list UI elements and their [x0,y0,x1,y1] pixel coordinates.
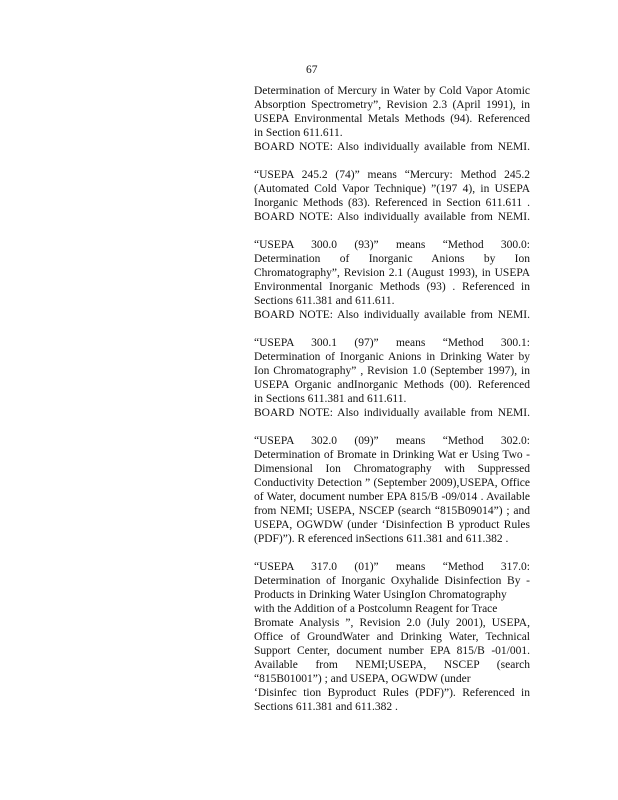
text-line: Inorganic Methods (83). Referenced in Section 611.611 . [254,197,530,209]
text-line: Office of GroundWater and Drinking Water, Technical [254,631,530,643]
document-body [254,84,530,728]
text-line: “815B01001”) ; and USEPA, OGWDW (under [254,673,471,685]
text-line: in Sections 611.381 and 611.611. [254,393,407,405]
text-line: USEPA Organic andInorganic Methods (00). Referenced [254,379,530,391]
text-line: “USEPA 317.0 (01)” means “Method 317.0: [254,561,530,573]
text-line: Dimensional Ion Chromatography with Suppressed [254,463,530,475]
definition-entry-usepa-245-2 [254,168,530,224]
text-line: from NEMI; USEPA, NSCEP (search “815B09014”) ; and [254,505,530,517]
definition-entry-usepa-300-1 [254,336,530,420]
text-line: Determination of Inorganic Anions in Drinking Water by [254,351,530,363]
page-number: 67 [306,64,318,76]
text-line: Sections 611.381 and 611.611. [254,295,395,307]
definition-entry-usepa-300-0 [254,238,530,322]
text-line: Products in Drinking Water UsingIon Chromatography [254,589,507,601]
text-line: (Automated Cold Vapor Technique) ”(197 4), in USEPA [254,183,530,195]
text-line: Absorption Spectrometry”, Revision 2.3 (April 1991), in [254,99,530,111]
text-line: Support Center, document number EPA 815/B -01/001. [254,645,530,657]
text-line: Determination of Bromate in Drinking Wat er Using Two - [254,449,530,461]
text-line: “USEPA 302.0 (09)” means “Method 302.0: [254,435,530,447]
board-note: BOARD NOTE: Also individually available from NEMI. [254,309,530,321]
text-line: Conductivity Detection ” (September 2009),USEPA, Office [254,477,530,489]
text-line: Environmental Inorganic Methods (93) . Referenced in [254,281,530,293]
definition-entry-mercury-cold-vapor [254,84,530,154]
text-line: ‘Disinfec tion Byproduct Rules (PDF)”). Referenced in [254,687,530,699]
text-line: Available from NEMI;USEPA, NSCEP (search [254,659,530,671]
text-line: “USEPA 300.0 (93)” means “Method 300.0: [254,239,530,251]
definition-entry-usepa-302-0 [254,434,530,546]
definition-entry-usepa-317-0 [254,560,530,714]
text-line: Bromate Analysis ”, Revision 2.0 (July 2001), USEPA, [254,617,530,629]
text-line: Chromatography”, Revision 2.1 (August 1993), in USEPA [254,267,530,279]
text-line: Determination of Mercury in Water by Cold Vapor Atomic [254,85,530,97]
board-note: BOARD NOTE: Also individually available from NEMI. [254,211,530,223]
text-line: Ion Chromatography” , Revision 1.0 (September 1997), in [254,365,530,377]
text-line: USEPA, OGWDW (under ‘Disinfection B yproduct Rules [254,519,530,531]
board-note: BOARD NOTE: Also individually available from NEMI. [254,407,530,419]
text-line: (PDF)”). R eferenced inSections 611.381 and 611.382 . [254,533,509,545]
text-line: “USEPA 300.1 (97)” means “Method 300.1: [254,337,530,349]
text-line: Determination of Inorganic Anions by Ion [254,253,530,265]
text-line: Determination of Inorganic Oxyhalide Disinfection By - [254,575,530,587]
text-line: in Section 611.611. [254,127,343,139]
text-line: with the Addition of a Postcolumn Reagent for Trace [254,603,498,615]
text-line: “USEPA 245.2 (74)” means “Mercury: Method 245.2 [254,169,530,181]
text-line: of Water, document number EPA 815/B -09/014 . Available [254,491,530,503]
text-line: USEPA Environmental Metals Methods (94). Referenced [254,113,530,125]
text-line: Sections 611.381 and 611.382 . [254,701,398,713]
board-note: BOARD NOTE: Also individually available from NEMI. [254,141,530,153]
